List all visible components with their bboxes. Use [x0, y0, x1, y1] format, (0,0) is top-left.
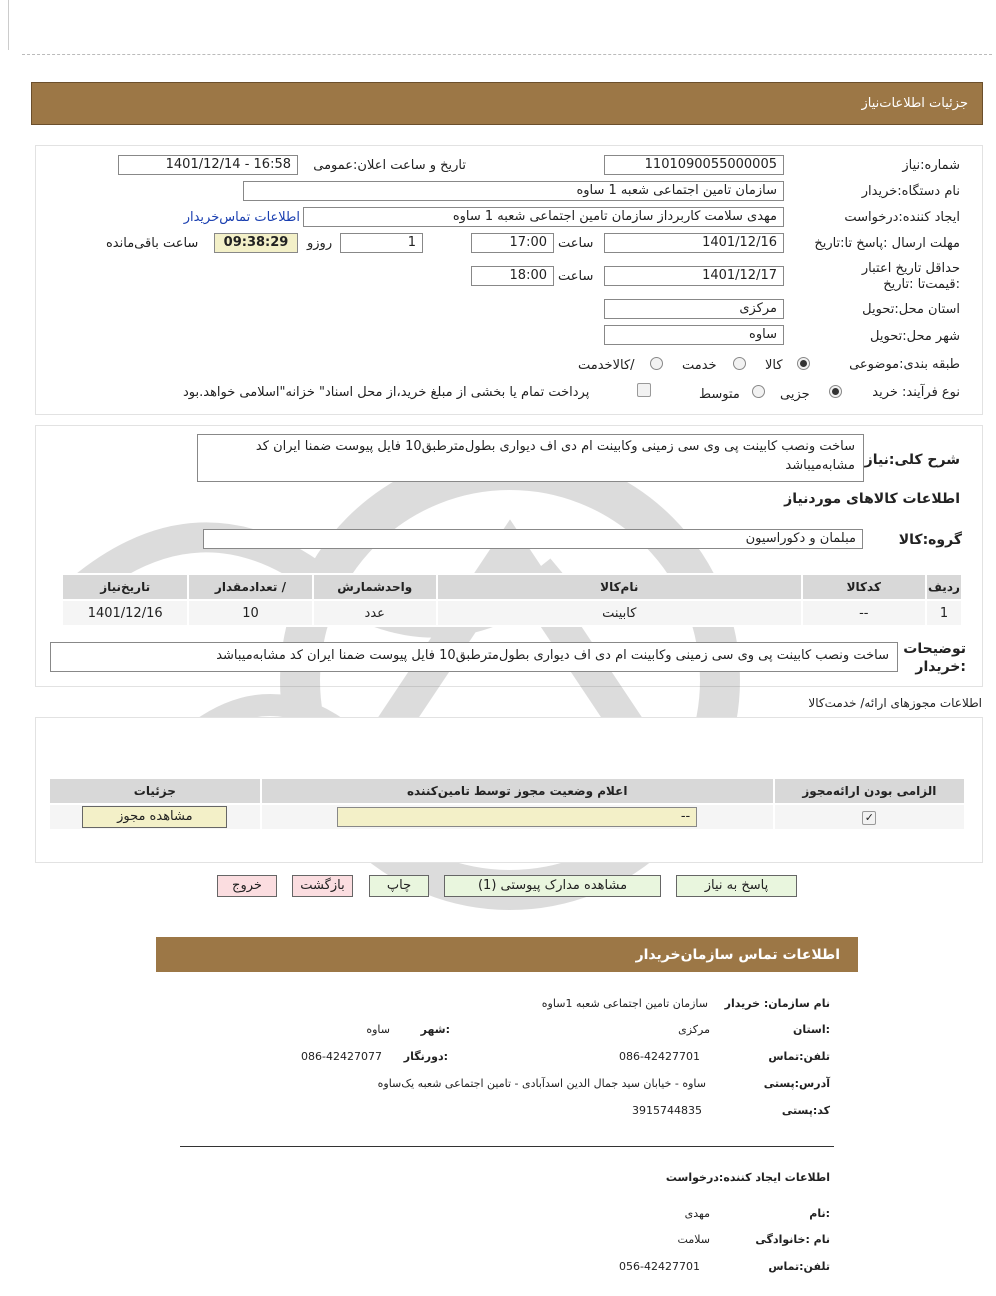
goods-group-field: مبلمان و دکوراسیون	[203, 529, 863, 549]
contact-fax-value: 086-42427077	[301, 1050, 382, 1063]
contact-postal-value: 3915744835	[632, 1104, 702, 1117]
category-goods-service-label: /کالاخدمت	[578, 358, 635, 373]
page-header-title: جزئیات اطلاعات‌نیاز	[861, 96, 968, 111]
contact-address-label: آدرس:پستی	[763, 1077, 830, 1090]
category-service-radio[interactable]	[733, 357, 746, 370]
contact-fax-label: :دورنگار	[403, 1050, 448, 1063]
deadline-label: مهلت ارسال :پاسخ تا:تاریخ	[814, 236, 960, 251]
category-label: طبقه بندی:موضوعی	[849, 357, 960, 372]
view-permit-button[interactable]: مشاهده مجوز	[82, 806, 227, 828]
permits-title: اطلاعات مجوزهای ارائه/ خدمت‌کالا	[808, 696, 982, 710]
goods-table	[61, 573, 963, 627]
category-goods-label: کالا	[765, 358, 783, 373]
top-divider	[22, 54, 992, 55]
process-label: نوع فرآیند: خرید	[872, 385, 960, 400]
process-medium-label: متوسط	[699, 387, 740, 402]
need-number-label: شماره:نیاز	[902, 158, 960, 173]
permit-status-field: --	[337, 807, 697, 827]
contact-province-label: :استان	[793, 1023, 830, 1036]
goods-col-quantity: / تعدادمقدار	[188, 574, 312, 600]
goods-col-row: ردیف	[926, 574, 962, 600]
contact-header-title: اطلاعات تماس سازمان‌خریدار	[635, 947, 840, 963]
category-goods-radio[interactable]	[797, 357, 810, 370]
remaining-time-field: 09:38:29	[214, 233, 298, 253]
goods-col-unit: واحدشمارش	[313, 574, 437, 600]
contact-header	[156, 937, 858, 972]
city-label: شهر محل:تحویل	[870, 329, 960, 344]
contact-address-value: ساوه - خیابان سید جمال الدین اسدآبادی - تامین اجتماعی شعبه یک‌ساوه	[377, 1077, 706, 1090]
buyer-field: سازمان تامین اجتماعی شعبه 1 ساوه	[243, 181, 784, 201]
goods-col-code: کدکالا	[802, 574, 926, 600]
exit-button[interactable]: خروج	[217, 875, 277, 897]
creator-phone-value: 056-42427701	[619, 1260, 700, 1273]
process-minor-radio[interactable]	[829, 385, 842, 398]
permits-cell-details	[49, 804, 261, 830]
process-minor-label: جزیی	[780, 387, 810, 402]
category-service-label: خدمت	[682, 358, 717, 373]
goods-table-header	[62, 574, 962, 600]
contact-phone-value: 086-42427701	[619, 1050, 700, 1063]
contact-province-value: مرکزی	[678, 1023, 710, 1036]
goods-info-label: اطلاعات کالاهای موردنیاز	[784, 491, 960, 507]
permits-table	[48, 777, 966, 831]
announce-field: 1401/12/14 - 16:58	[118, 155, 298, 175]
goods-col-name: نام‌کالا	[437, 574, 802, 600]
goods-cell-unit: عدد	[313, 600, 437, 626]
contact-divider	[180, 1146, 834, 1147]
goods-cell-code: --	[802, 600, 926, 626]
goods-cell-date: 1401/12/16	[62, 600, 188, 626]
creator-info-title: اطلاعات ایجاد کننده:درخواست	[665, 1171, 830, 1184]
need-number-field: 1101090055000005	[604, 155, 784, 175]
buyer-notes-label: توضیحات :خریدار	[903, 641, 966, 675]
province-label: استان محل:تحویل	[862, 302, 960, 317]
goods-cell-name: کابینت	[437, 600, 802, 626]
days-label: روزو	[307, 236, 333, 251]
buyer-contact-link[interactable]: اطلاعات تماس‌خریدار	[183, 210, 300, 225]
announce-label: تاریخ و ساعت اعلان:عمومی	[313, 158, 466, 173]
creator-field: مهدی سلامت کاربرداز سازمان تامین اجتماعی شعبه 1 ساوه	[303, 207, 784, 227]
attachments-button[interactable]: مشاهده مدارک پیوستی (1)	[444, 875, 661, 897]
remaining-label: ساعت باقی‌مانده	[106, 236, 199, 251]
permits-col-status: اعلام وضعیت مجوز توسط تامین‌کننده	[261, 778, 774, 804]
creator-family-value: سلامت	[677, 1233, 710, 1246]
deadline-date-field: 1401/12/16	[604, 233, 784, 253]
treasury-payment-checkbox[interactable]	[637, 383, 651, 397]
creator-phone-label: تلفن:تماس	[768, 1260, 830, 1273]
goods-col-date: تاریخ‌نیاز	[62, 574, 188, 600]
contact-city-value: ساوه	[366, 1023, 390, 1036]
process-medium-radio[interactable]	[752, 385, 765, 398]
validity-date-field: 1401/12/17	[604, 266, 784, 286]
table-row	[62, 600, 962, 626]
creator-label: ایجاد کننده:درخواست	[844, 210, 960, 225]
treasury-payment-note: پرداخت تمام یا بخشی از مبلغ خرید،از محل اسناد" خزانه"اسلامی خواهد.بود	[183, 385, 590, 400]
category-goods-service-radio[interactable]	[650, 357, 663, 370]
creator-name-value: مهدی	[684, 1207, 710, 1220]
summary-title-field: ساخت ونصب کابینت پی وی سی زمینی وکابینت ام دی اف دیواری بطول‌مترطبق10 فایل پیوست ضمنا ایران کد مشابه‌میباشد	[197, 434, 864, 482]
back-button[interactable]: بازگشت	[292, 875, 353, 897]
validity-time-label: ساعت	[558, 269, 594, 284]
deadline-time-label: ساعت	[558, 236, 594, 251]
days-field: 1	[340, 233, 423, 253]
permits-table-header	[49, 778, 965, 804]
page-header	[31, 82, 983, 125]
province-field: مرکزی	[604, 299, 784, 319]
page-edge-line	[8, 0, 9, 50]
creator-family-label: نام :خانوادگی	[755, 1233, 830, 1246]
goods-cell-row: 1	[926, 600, 962, 626]
buyer-notes-field: ساخت ونصب کابینت پی وی سی زمینی وکابینت ام دی اف دیواری بطول‌مترطبق10 فایل پیوست ضمنا ایران کد مشابه‌میباشد	[50, 642, 898, 672]
buyer-label: نام دستگاه:خریدار	[861, 184, 960, 199]
permits-cell-status	[261, 804, 774, 830]
goods-cell-quantity: 10	[188, 600, 312, 626]
permits-col-details: جزئیات	[49, 778, 261, 804]
permit-required-checkbox[interactable]: ✓	[862, 811, 876, 825]
contact-postal-label: کد:پستی	[781, 1104, 830, 1117]
creator-name-label: :نام	[809, 1207, 830, 1220]
city-field: ساوه	[604, 325, 784, 345]
summary-title-label: شرح کلی:نیاز	[864, 452, 960, 468]
deadline-time-field: 17:00	[471, 233, 554, 253]
contact-city-label: :شهر	[420, 1023, 450, 1036]
contact-phone-label: تلفن:تماس	[768, 1050, 830, 1063]
validity-label: حداقل تاریخ اعتبار :قیمت‌تا :تاریخ	[861, 261, 960, 292]
contact-org-label: نام سازمان: خریدار	[724, 997, 830, 1010]
permits-cell-required	[774, 804, 965, 830]
reply-button[interactable]: پاسخ به نیاز	[676, 875, 797, 897]
permits-col-required: الزامی بودن ارائه‌مجوز	[774, 778, 965, 804]
validity-time-field: 18:00	[471, 266, 554, 286]
contact-org-value: سازمان تامین اجتماعی شعبه 1ساوه	[541, 997, 708, 1010]
goods-group-label: گروه:کالا	[898, 532, 962, 548]
print-button[interactable]: چاپ	[369, 875, 429, 897]
table-row	[49, 804, 965, 830]
